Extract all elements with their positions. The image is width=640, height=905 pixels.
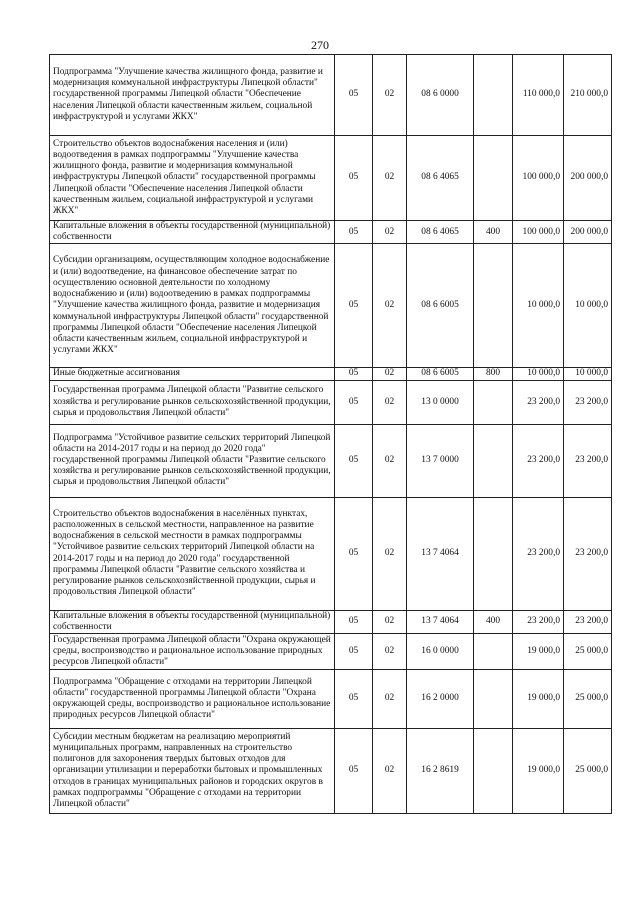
amount-year1-cell: 110 000,0 bbox=[513, 55, 564, 136]
table-row bbox=[50, 244, 612, 368]
table-row bbox=[50, 424, 612, 497]
target-article-cell: 08 6 6005 bbox=[407, 244, 474, 368]
subsection-code-cell: 02 bbox=[373, 55, 407, 136]
table-row bbox=[50, 221, 612, 244]
amount-year2-cell: 23 200,0 bbox=[564, 380, 612, 424]
amount-year2-cell: 23 200,0 bbox=[564, 610, 612, 633]
target-article-cell: 13 7 4064 bbox=[407, 610, 474, 633]
expense-type-cell bbox=[474, 380, 513, 424]
target-article-cell: 08 6 4065 bbox=[407, 221, 474, 244]
amount-year1-cell: 23 200,0 bbox=[513, 497, 564, 610]
section-code-cell: 05 bbox=[335, 244, 373, 368]
amount-year2-cell: 210 000,0 bbox=[564, 55, 612, 136]
table-row bbox=[50, 729, 612, 814]
amount-year1-cell: 19 000,0 bbox=[513, 634, 564, 670]
subsection-code-cell: 02 bbox=[373, 634, 407, 670]
subsection-code-cell: 02 bbox=[373, 670, 407, 729]
table-row bbox=[50, 368, 612, 380]
amount-year1-cell: 19 000,0 bbox=[513, 670, 564, 729]
section-code-cell: 05 bbox=[335, 380, 373, 424]
amount-year2-cell: 23 200,0 bbox=[564, 497, 612, 610]
subsection-code-cell: 02 bbox=[373, 424, 407, 497]
subsection-code-cell: 02 bbox=[373, 729, 407, 814]
target-article-cell: 16 2 0000 bbox=[407, 670, 474, 729]
item-name-cell: Иные бюджетные ассигнования bbox=[50, 368, 335, 380]
item-name-cell: Строительство объектов водоснабжения в населённых пунктах, расположенных в сельской местности, направленное на развитие водоснабжения в сельской местности в рамках подпрограммы "Устойчивое развитие сельских территорий Липецкой области на 2014-2017 годы и на период до 2020 года" государственной программы Липецкой области "Развитие сельского хозяйства и регулирование рынков сельскохозяйственной продукции, сырья и продовольствия Липецкой области" bbox=[50, 497, 335, 610]
item-name-cell: Субсидии организациям, осуществляющим холодное водоснабжение и (или) водоотведение, на финансовое обеспечение затрат по осуществлению основной деятельности по холодному водоснабжению и (или) водоотведению в рамках подпрограммы "Улучшение качества жилищного фонда, развитие и модернизация коммунальной инфраструктуры Липецкой области" государственной программы Липецкой области "Обеспечение населения Липецкой области качественным жильем, социальной инфраструктурой и услугами ЖКХ" bbox=[50, 244, 335, 368]
subsection-code-cell: 02 bbox=[373, 368, 407, 380]
item-name-cell: Капитальные вложения в объекты государственной (муниципальной) собственности bbox=[50, 610, 335, 633]
amount-year1-cell: 10 000,0 bbox=[513, 244, 564, 368]
section-code-cell: 05 bbox=[335, 729, 373, 814]
section-code-cell: 05 bbox=[335, 424, 373, 497]
subsection-code-cell: 02 bbox=[373, 244, 407, 368]
expense-type-cell: 400 bbox=[474, 221, 513, 244]
table-row bbox=[50, 610, 612, 633]
expense-type-cell bbox=[474, 729, 513, 814]
amount-year2-cell: 25 000,0 bbox=[564, 634, 612, 670]
target-article-cell: 13 7 0000 bbox=[407, 424, 474, 497]
expense-type-cell bbox=[474, 670, 513, 729]
expense-type-cell bbox=[474, 136, 513, 221]
table-row bbox=[50, 670, 612, 729]
section-code-cell: 05 bbox=[335, 55, 373, 136]
amount-year1-cell: 23 200,0 bbox=[513, 380, 564, 424]
target-article-cell: 16 0 0000 bbox=[407, 634, 474, 670]
page-number: 270 bbox=[311, 38, 329, 52]
section-code-cell: 05 bbox=[335, 368, 373, 380]
subsection-code-cell: 02 bbox=[373, 221, 407, 244]
expense-type-cell bbox=[474, 424, 513, 497]
expense-type-cell bbox=[474, 55, 513, 136]
table-row bbox=[50, 136, 612, 221]
amount-year2-cell: 23 200,0 bbox=[564, 424, 612, 497]
section-code-cell: 05 bbox=[335, 497, 373, 610]
expense-type-cell bbox=[474, 634, 513, 670]
amount-year2-cell: 25 000,0 bbox=[564, 670, 612, 729]
item-name-cell: Строительство объектов водоснабжения населения и (или) водоотведения в рамках подпрограммы "Улучшение качества жилищного фонда, развитие и модернизация коммунальной инфраструктуры Липецкой области" государственной программы Липецкой области "Обеспечение населения Липецкой области качественным жильем, социальной инфраструктурой и услугами ЖКХ" bbox=[50, 136, 335, 221]
expense-type-cell: 400 bbox=[474, 610, 513, 633]
amount-year1-cell: 100 000,0 bbox=[513, 136, 564, 221]
subsection-code-cell: 02 bbox=[373, 610, 407, 633]
item-name-cell: Субсидии местным бюджетам на реализацию мероприятий муниципальных программ, направленных на строительство полигонов для захоронения твердых бытовых отходов для организации утилизации и переработки бытовых и промышленных отходов в границах муниципальных районов и городских округов в рамках подпрограммы "Обращение с отходами на территории Липецкой области" bbox=[50, 729, 335, 814]
target-article-cell: 08 6 0000 bbox=[407, 55, 474, 136]
amount-year2-cell: 200 000,0 bbox=[564, 136, 612, 221]
target-article-cell: 08 6 6005 bbox=[407, 368, 474, 380]
amount-year2-cell: 10 000,0 bbox=[564, 368, 612, 380]
expense-type-cell bbox=[474, 497, 513, 610]
item-name-cell: Капитальные вложения в объекты государственной (муниципальной) собственности bbox=[50, 221, 335, 244]
budget-table bbox=[49, 54, 612, 814]
item-name-cell: Государственная программа Липецкой области "Развитие сельского хозяйства и регулирование рынков сельскохозяйственной продукции, сырья и продовольствия Липецкой области" bbox=[50, 380, 335, 424]
amount-year1-cell: 23 200,0 bbox=[513, 424, 564, 497]
subsection-code-cell: 02 bbox=[373, 497, 407, 610]
expense-type-cell: 800 bbox=[474, 368, 513, 380]
section-code-cell: 05 bbox=[335, 634, 373, 670]
amount-year2-cell: 200 000,0 bbox=[564, 221, 612, 244]
target-article-cell: 16 2 8619 bbox=[407, 729, 474, 814]
section-code-cell: 05 bbox=[335, 670, 373, 729]
subsection-code-cell: 02 bbox=[373, 380, 407, 424]
table-row bbox=[50, 380, 612, 424]
item-name-cell: Государственная программа Липецкой области "Охрана окружающей среды, воспроизводство и рациональное использование природных ресурсов Липецкой области" bbox=[50, 634, 335, 670]
subsection-code-cell: 02 bbox=[373, 136, 407, 221]
section-code-cell: 05 bbox=[335, 221, 373, 244]
amount-year2-cell: 10 000,0 bbox=[564, 244, 612, 368]
target-article-cell: 13 7 4064 bbox=[407, 497, 474, 610]
amount-year1-cell: 23 200,0 bbox=[513, 610, 564, 633]
amount-year2-cell: 25 000,0 bbox=[564, 729, 612, 814]
table-row bbox=[50, 634, 612, 670]
target-article-cell: 13 0 0000 bbox=[407, 380, 474, 424]
item-name-cell: Подпрограмма "Улучшение качества жилищного фонда, развитие и модернизация коммунальной инфраструктуры Липецкой области" государственной программы Липецкой области "Обеспечение населения Липецкой области качественным жильем, социальной инфраструктурой и услугами ЖКХ" bbox=[50, 55, 335, 136]
table-row bbox=[50, 55, 612, 136]
expense-type-cell bbox=[474, 244, 513, 368]
amount-year1-cell: 100 000,0 bbox=[513, 221, 564, 244]
amount-year1-cell: 10 000,0 bbox=[513, 368, 564, 380]
amount-year1-cell: 19 000,0 bbox=[513, 729, 564, 814]
section-code-cell: 05 bbox=[335, 610, 373, 633]
section-code-cell: 05 bbox=[335, 136, 373, 221]
item-name-cell: Подпрограмма "Устойчивое развитие сельских территорий Липецкой области на 2014-2017 годы и на период до 2020 года" государственной программы Липецкой области "Развитие сельского хозяйства и регулирование рынков сельскохозяйственной продукции, сырья и продовольствия Липецкой области" bbox=[50, 424, 335, 497]
item-name-cell: Подпрограмма "Обращение с отходами на территории Липецкой области" государственной программы Липецкой области "Охрана окружающей среды, воспроизводство и рациональное использование природных ресурсов Липецкой области" bbox=[50, 670, 335, 729]
target-article-cell: 08 6 4065 bbox=[407, 136, 474, 221]
table-row bbox=[50, 497, 612, 610]
